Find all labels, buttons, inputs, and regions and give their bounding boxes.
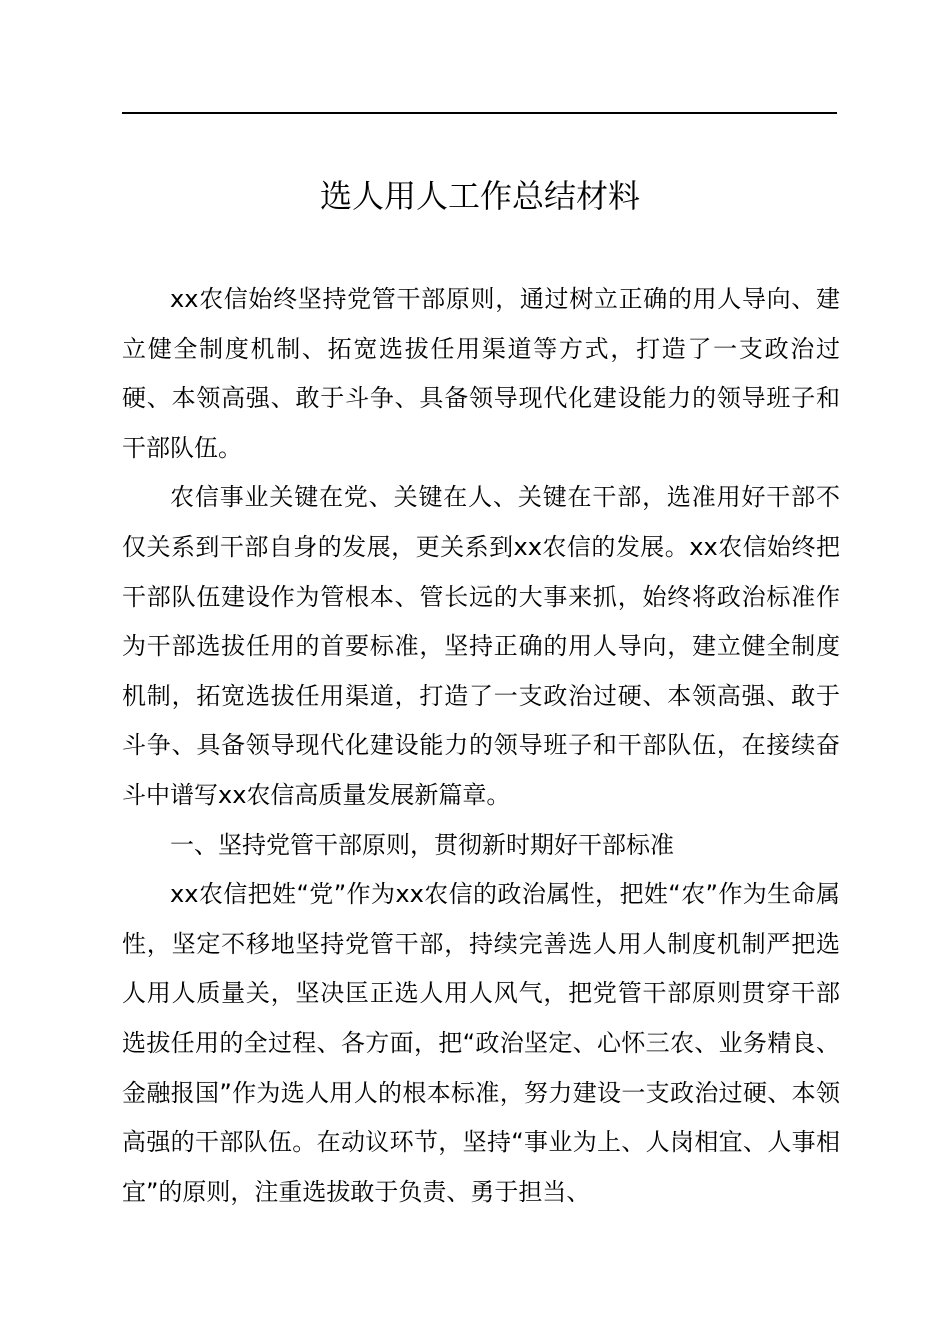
header-rule bbox=[122, 112, 837, 114]
document-title: 选人用人工作总结材料 bbox=[319, 177, 640, 215]
body-paragraph-2: 农信事业关键在党、关键在人、关键在干部，选准用好干部不仅关系到干部自身的发展，更关系到xx农信的发展。xx农信始终把干部队伍建设作为管根本、管长远的大事来抓，始终将政治标准作为干部选拔任用的首要标准，坚持正确的用人导向，建立健全制度机制，拓宽选拔任用渠道，打造了一支政治过硬、本领高强、敢于斗争、具备领导现代化建设能力的领导班子和干部队伍，在接续奋斗中谱写xx农信高质量发展新篇章。 bbox=[122, 483, 840, 809]
section-1-paragraph: xx农信把姓“党”作为xx农信的政治属性，把姓“农”作为生命属性，坚定不移地坚持党管干部，持续完善选人用人制度机制严把选人用人质量关，坚决匡正选人用人风气，把党管干部原则贯穿干部选拔任用的全过程、各方面，把“政治坚定、心怀三农、业务精良、金融报国”作为选人用人的根本标准，努力建设一支政治过硬、本领高强的干部队伍。在动议环节，坚持“事业为上、人岗相宜、人事相宜”的原则，注重选拔敢于负责、勇于担当、 bbox=[122, 880, 840, 1206]
body-paragraph-1: xx农信始终坚持党管干部原则，通过树立正确的用人导向、建立健全制度机制、拓宽选拔任用渠道等方式，打造了一支政治过硬、本领高强、敢于斗争、具备领导现代化建设能力的领导班子和干部队伍。 bbox=[122, 285, 840, 462]
section-heading-1: 一、坚持党管干部原则，贯彻新时期好干部标准 bbox=[170, 830, 674, 859]
document-body bbox=[122, 275, 840, 1217]
